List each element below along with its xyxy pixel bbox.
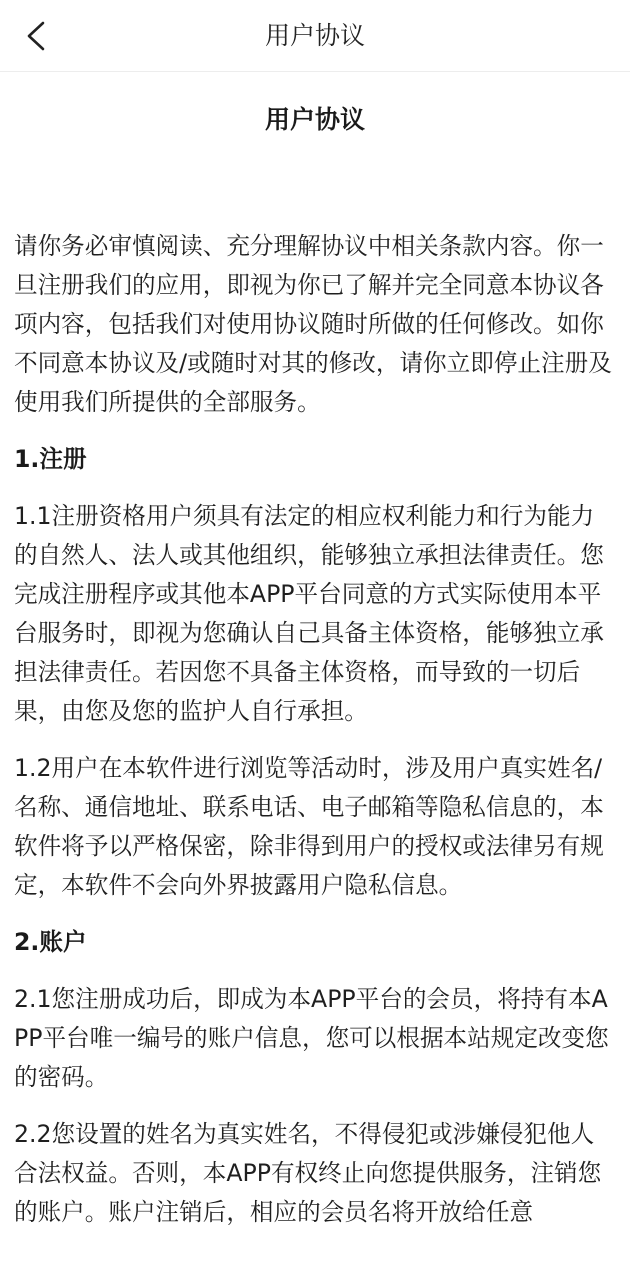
- document-title: 用户协议: [264, 105, 365, 134]
- navigation-bar: [0, 0, 630, 72]
- agreement-content[interactable]: [0, 72, 630, 1280]
- clause-2-1: 2.1您注册成功后，即成为本APP平台的会员，将持有本APP平台唯一编号的账户信息，您可以根据本站规定改变您的密码。: [14, 985, 609, 1091]
- intro-paragraph: 请你务必审慎阅读、充分理解协议中相关条款内容。你一旦注册我们的应用，即视为你已了解并完全同意本协议各项内容，包括我们对使用协议随时所做的任何修改。如你不同意本协议及/或随时对其的修改，请你立即停止注册及使用我们所提供的全部服务。: [14, 232, 612, 416]
- document-body: [14, 227, 616, 1250]
- section-heading-registration: 1.注册: [14, 445, 87, 473]
- clause-1-1: 1.1注册资格用户须具有法定的相应权利能力和行为能力的自然人、法人或其他组织，能够独立承担法律责任。您完成注册程序或其他本APP平台同意的方式实际使用本平台服务时，即视为您确认自己具备主体资格，能够独立承担法律责任。若因您不具备主体资格，而导致的一切后果，由您及您的监护人自行承担。: [14, 502, 604, 725]
- section-heading-account: 2.账户: [14, 928, 87, 956]
- clause-2-2: 2.2您设置的姓名为真实姓名，不得侵犯或涉嫌侵犯他人合法权益。否则，本APP有权终止向您提供服务，注销您的账户。账户注销后，相应的会员名将开放给任意: [14, 1120, 602, 1226]
- back-button[interactable]: [14, 14, 58, 58]
- chevron-left-icon: [23, 21, 49, 51]
- clause-1-2: 1.2用户在本软件进行浏览等活动时，涉及用户真实姓名/名称、通信地址、联系电话、电子邮箱等隐私信息的，本软件将予以严格保密，除非得到用户的授权或法律另有规定，本软件不会向外界披露用户隐私信息。: [14, 754, 604, 899]
- nav-title: 用户协议: [264, 21, 365, 50]
